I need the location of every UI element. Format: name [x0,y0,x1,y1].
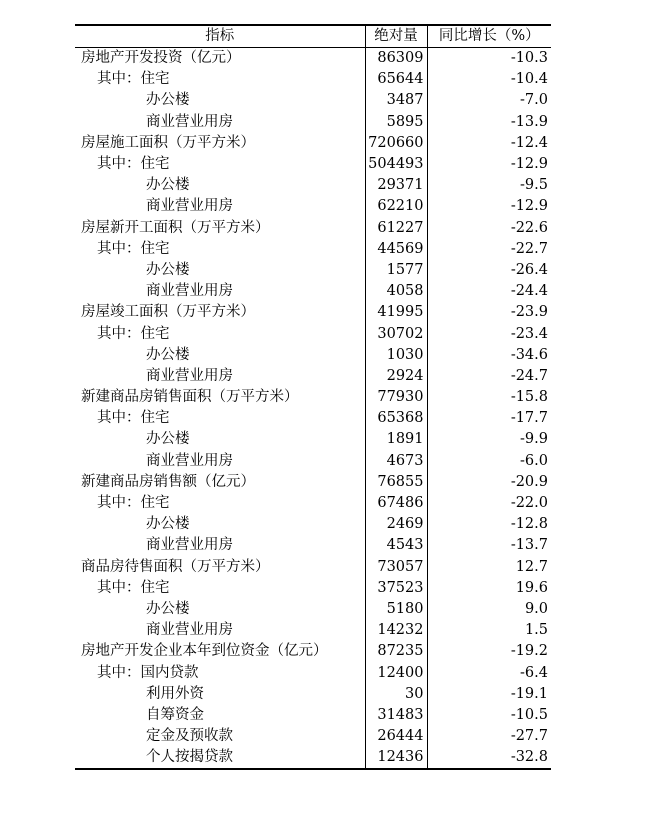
row-absolute-value: 73057 [365,557,427,578]
row-label: 新建商品房销售额（亿元） [81,473,255,490]
row-label: 其中：住宅 [97,325,170,342]
row-label: 商业营业用房 [146,622,233,639]
row-label: 商业营业用房 [146,198,233,215]
row-absolute-value: 504493 [365,154,427,175]
header-row [75,25,551,48]
row-absolute-value: 65368 [365,408,427,429]
table-row [75,451,551,472]
table-row [75,387,551,408]
table-row [75,705,551,726]
row-label: 新建商品房销售面积（万平方米） [81,389,299,406]
row-growth-value: -9.5 [427,175,551,196]
row-growth-value: -32.8 [427,747,551,769]
row-label: 房屋新开工面积（万平方米） [81,219,270,236]
row-growth-value: 1.5 [427,620,551,641]
row-growth-value: -10.4 [427,69,551,90]
row-growth-value: 9.0 [427,599,551,620]
row-growth-value: -27.7 [427,726,551,747]
row-absolute-value: 41995 [365,302,427,323]
row-label: 其中：住宅 [97,71,170,88]
row-label: 自筹资金 [146,706,204,723]
row-absolute-value: 12400 [365,662,427,683]
table-row [75,641,551,662]
table-row [75,112,551,133]
row-growth-value: -10.5 [427,705,551,726]
table-row [75,239,551,260]
table-row [75,323,551,344]
row-absolute-value: 5180 [365,599,427,620]
table-row [75,90,551,111]
row-growth-value: -19.2 [427,641,551,662]
table-row [75,472,551,493]
header-indicator: 指标 [75,25,365,48]
table-row [75,281,551,302]
table-row [75,620,551,641]
row-absolute-value: 37523 [365,578,427,599]
row-absolute-value: 44569 [365,239,427,260]
row-growth-value: -22.6 [427,218,551,239]
row-growth-value: -24.7 [427,366,551,387]
row-label: 商业营业用房 [146,283,233,300]
row-label: 办公楼 [146,346,190,363]
table-row [75,747,551,769]
row-absolute-value: 65644 [365,69,427,90]
table-row [75,684,551,705]
row-label: 其中：国内贷款 [97,664,199,681]
row-absolute-value: 4543 [365,535,427,556]
row-absolute-value: 1891 [365,429,427,450]
row-growth-value: -22.7 [427,239,551,260]
row-growth-value: -12.9 [427,154,551,175]
row-absolute-value: 3487 [365,90,427,111]
table-row [75,535,551,556]
row-label: 其中：住宅 [97,579,170,596]
row-label: 房屋施工面积（万平方米） [81,134,255,151]
row-label: 商业营业用房 [146,537,233,554]
header-growth: 同比增长（%） [427,25,551,48]
row-label: 商业营业用房 [146,113,233,130]
table-row [75,578,551,599]
row-absolute-value: 5895 [365,112,427,133]
row-absolute-value: 76855 [365,472,427,493]
table-row [75,408,551,429]
row-growth-value: -12.4 [427,133,551,154]
row-growth-value: -19.1 [427,684,551,705]
row-growth-value: -7.0 [427,90,551,111]
row-label: 房地产开发投资（亿元） [81,50,241,67]
row-label: 利用外资 [146,685,204,702]
row-absolute-value: 2469 [365,514,427,535]
row-growth-value: -13.7 [427,535,551,556]
row-label: 房屋竣工面积（万平方米） [81,304,255,321]
row-absolute-value: 62210 [365,196,427,217]
row-absolute-value: 1030 [365,345,427,366]
row-label: 其中：住宅 [97,156,170,173]
row-growth-value: -13.9 [427,112,551,133]
row-absolute-value: 67486 [365,493,427,514]
row-absolute-value: 77930 [365,387,427,408]
row-label: 其中：住宅 [97,240,170,257]
table-row [75,599,551,620]
row-absolute-value: 4673 [365,451,427,472]
table-row [75,302,551,323]
table-row [75,429,551,450]
row-label: 房地产开发企业本年到位资金（亿元） [81,643,328,660]
row-absolute-value: 31483 [365,705,427,726]
row-absolute-value: 720660 [365,133,427,154]
row-label: 办公楼 [146,92,190,109]
row-absolute-value: 12436 [365,747,427,769]
table-row [75,48,551,70]
row-growth-value: -23.4 [427,323,551,344]
table-body [75,48,551,770]
row-label: 商品房待售面积（万平方米） [81,558,270,575]
table-row [75,345,551,366]
row-label: 办公楼 [146,431,190,448]
row-growth-value: -26.4 [427,260,551,281]
row-growth-value: -6.0 [427,451,551,472]
row-growth-value: -22.0 [427,493,551,514]
row-absolute-value: 26444 [365,726,427,747]
row-absolute-value: 1577 [365,260,427,281]
table-row [75,366,551,387]
row-absolute-value: 4058 [365,281,427,302]
row-label: 办公楼 [146,600,190,617]
table-row [75,196,551,217]
row-absolute-value: 29371 [365,175,427,196]
row-absolute-value: 86309 [365,48,427,70]
row-label: 商业营业用房 [146,452,233,469]
row-label: 个人按揭贷款 [146,749,233,766]
row-label: 其中：住宅 [97,410,170,427]
row-growth-value: -10.3 [427,48,551,70]
row-label: 定金及预收款 [146,728,233,745]
table-row [75,175,551,196]
row-growth-value: -34.6 [427,345,551,366]
table-row [75,154,551,175]
row-growth-value: 19.6 [427,578,551,599]
row-absolute-value: 2924 [365,366,427,387]
row-growth-value: -24.4 [427,281,551,302]
row-label: 办公楼 [146,177,190,194]
table-row [75,260,551,281]
row-growth-value: 12.7 [427,557,551,578]
row-label: 商业营业用房 [146,367,233,384]
row-absolute-value: 30 [365,684,427,705]
row-label: 办公楼 [146,261,190,278]
row-growth-value: -20.9 [427,472,551,493]
table-row [75,662,551,683]
row-absolute-value: 30702 [365,323,427,344]
row-absolute-value: 14232 [365,620,427,641]
row-growth-value: -12.9 [427,196,551,217]
row-label: 办公楼 [146,516,190,533]
statistics-table [75,24,551,770]
table-row [75,218,551,239]
row-growth-value: -17.7 [427,408,551,429]
table-row [75,514,551,535]
header-absolute: 绝对量 [365,25,427,48]
row-growth-value: -12.8 [427,514,551,535]
row-growth-value: -9.9 [427,429,551,450]
row-growth-value: -15.8 [427,387,551,408]
table-row [75,726,551,747]
row-label: 其中：住宅 [97,495,170,512]
table-row [75,69,551,90]
table-row [75,493,551,514]
table-row [75,557,551,578]
row-absolute-value: 61227 [365,218,427,239]
row-absolute-value: 87235 [365,641,427,662]
row-growth-value: -6.4 [427,662,551,683]
table-row [75,133,551,154]
row-growth-value: -23.9 [427,302,551,323]
